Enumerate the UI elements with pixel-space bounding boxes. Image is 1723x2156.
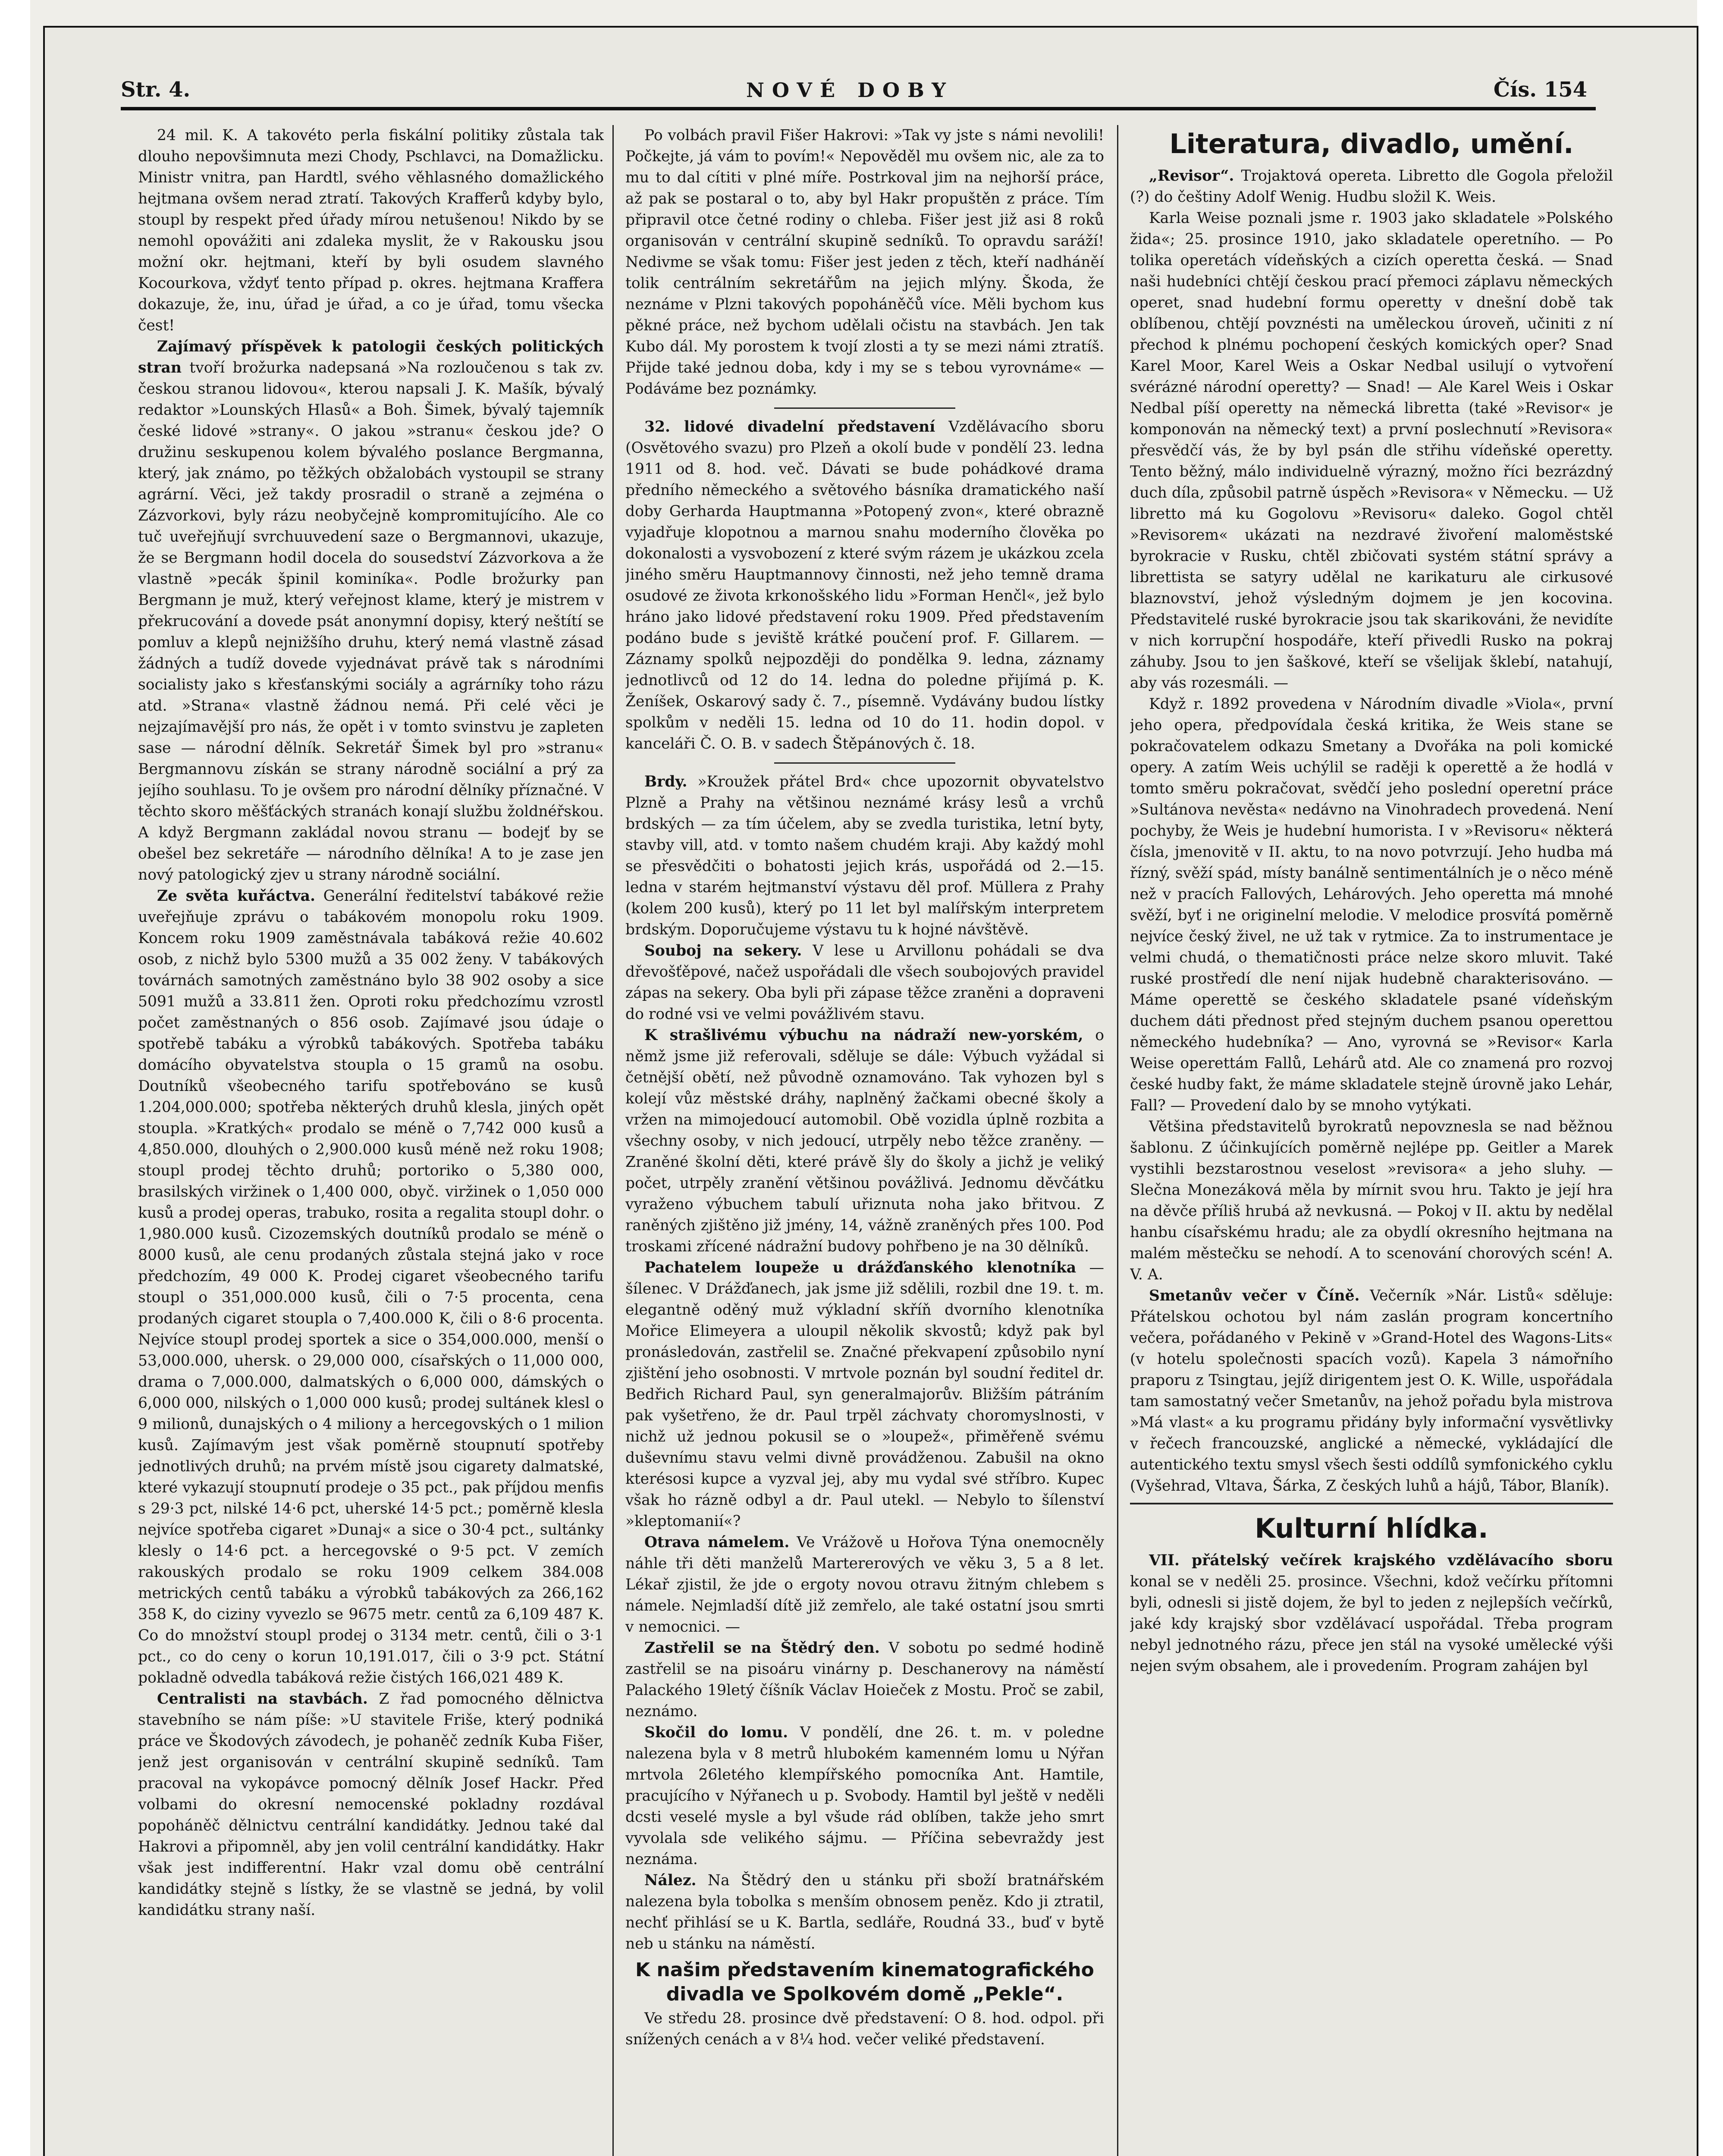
article-paragraph [625,1722,1104,1870]
article-headline: Otrava námelem. [644,1534,790,1551]
article-paragraph: Po volbách pravil Fišer Hakrovi: »Tak vy jste s námi nevolili! Počkejte, já vám to povím!« Nepověděl mu ovšem nic, ale za to mu to dal cítiti v plné míře. Postrkoval jim na nejhorší práce, až pak se postaral o to, aby byl Hakr propuštěn z práce. Tím připravil otce četné rodiny o chleba. Fišer jest již asi 8 roků organisován v centrální skupině sedníků. To opravdu saráží! Nedivme se však tomu: Fišer jest jeden z těch, kteří nadháněí tolik centrálním sekretářům na jejich mlýny. Škoda, že neznáme v Plzni takových popoháněčů více. Měli bychom kus pěkné práce, než bychom udělali očistu na stavbách. Jen tak Kubo dál. My porostem k tvojí zlosti a ty se mezi námi ztratíš. Přijde také jednou doba, kdy i my se s tebou vyrovnáme« — Podáváme bez poznámky. [625,127,1104,398]
article-headline: Centralisti na stavbách. [157,1690,368,1708]
article-body: Na Štědrý den u stánku při sboží bratnářském nalezena byla tobolka s menším obnosem peněz. Kdo ji ztratil, nechť přihlásí se u K. Bartla, sedláře, Roudná 33., buď v bytě neb u stánku na náměstí. [625,1872,1104,1952]
article-body: Trojaktová opereta. Libretto dle Gogola přeložil (?) do češtiny Adolf Wenig. Hudbu složil K. Weis. [1130,167,1613,206]
article-paragraph: Ve středu 28. prosince dvě představení: O 8. hod. odpol. při snížených cenách a v 8¼ hod. večer veliké představení. [625,2010,1104,2048]
section-heading-culture: Kulturní hlídka. [1255,1513,1488,1544]
article-headline: Brdy. [644,773,687,790]
article-headline: „Revisor“. [1149,167,1234,185]
article-body: Z řad pomocného dělnictva stavebního se nám píše: »U stavitele Friše, který podniká práce ve Škodových závodech, je pohaněč zedník Kuba Fišer, jenž jest organisován v centrální skupině sedníků. Tam pracoval na vykopávce pomocný dělník Josef Hackr. Před volbami do okresní nemocenské pokladny rozdával popoháněč dělnictvu centrální kandidátky. Jednou také dal Hakrovi a připomněl, aby jen volil centrální kandidátky. Hakr však jest indifferentní. Hakr vzal domu obě centrální kandidátky stejně s lístky, že se vlastně se jedná, by volil kandidátku strany naší. [138,1690,604,1919]
section-separator [1130,1503,1613,1504]
cinema-announcement-headline: K našim představením kinematografického divadla ve Spolkovém domě „Pekle“. [635,1959,1094,2005]
article-body: »Kroužek přátel Brd« chce upozornit obyvatelstvo Plzně a Prahy na většinou neznámé krásy lesů a vrchů brdských — za tím účelem, aby se zvedla turistika, letní byty, stavby vill, atd. v tomto našem chudém kraji. Aby každý mohl se přesvědčiti o bohatosti jejich krás, uspořádá od 2.—15. ledna v starém hejtmanství výstavu děl prof. Müllera z Prahy (kolem 200 kusů), který po 11 let byl malířským interpretem brdským. Doporučujeme výstavu tu k hojné návštěvě. [625,773,1104,938]
article-headline: Zastřelil se na Štědrý den. [644,1639,880,1657]
column-1 [138,125,604,2156]
article-body: Generální ředitelství tabákové režie uveřejňuje zprávu o tabákovém monopolu roku 1909. Koncem roku 1909 zaměstnávala tabáková režie 40.602 osob, z nichž bylo 5300 mužů a 35 002 ženy. V tabákových továrnách samotných zaměstnáno bylo 38 902 osoby a sice 5091 mužů a 33.811 žen. Oproti roku předchozímu vzrostl počet zaměstnaných o 856 osob. Zajímavé jsou údaje o spotřebě tabáku a výrobků tabákových. Spotřeba tabáku domácího obyvatelstva stoupla o 15 gramů na osobu. Doutníků všeobecného tarifu spotřebováno se kusů 1.204,000.000; spotřeba některých druhů klesla, jiných opět stoupla. »Kratkých« prodalo se méně o 7,742 000 kusů a 4,850.000, dlouhých o 2,900.000 kusů méně než roku 1908; stoupl prodej těchto druhů; portoriko o 5,380 000, brasilských viržinek o 1,400 000, obyč. viržinek o 1,050 000 kusů a prodej operas, trabuko, rosita a regalita stoupl dohr. o 1,980.000 kusů. Cizozemských doutníků prodalo se méně o 8000 kusů, ale cenu prodaných zůstala stejná jako v roce předchozím, 49 000 K. Prodej cigaret všeobecného tarifu stoupl o 351,000.000 kusů, čili o 7·5 procenta, cena prodaných cigaret stoupla o 7,400.000 K, čili o 8·6 procenta. Nejvíce stoupl prodej sportek a sice o 354,000.000, menší o 53,000.000, uhersk. o 29,000 000, císařských o 11,000 000, drama o 7,000.000, dalmatských o 6,000 000, dámských o 6,000 000, nilských o 1,000 000 kusů; prodej sultánek klesl o 9 milionů, dunajských o 4 miliony a hercegovských o 1 milion kusů. Zajímavým jest však poměrně stoupnutí spotřeby jednotlivých druhů; na prvém místě jsou cigarety dalmatské, které vykazují stoupnutí prodeje o 35 pct., pak příjdou menfis s 29·3 pct, nilské 14·6 pct, uherské 14·5 pct.; poměrně klesla nejvíce spotřeba cigaret »Dunaj« a sice o 30·4 pct., sultánky klesly o 14·6 pct. a hercegovské o 9·5 pct. V zemích rakouských prodalo se roku 1909 celkem 384.008 metrických centů tabáku a výrobků tabákových za 266,162 358 K, do ciziny vyvezlo se 9675 metr. centů za 6,109 487 K. Co do množství stoupl prodej o 3134 metr. centů, čili o 3·1 pct., co do ceny o korun 10,191.017, čili o 3·9 pct. Státní pokladně odvedla tabáková režie čistých 166,021 489 K. [138,887,604,1686]
article-headline: Ze světa kuřáctva. [157,887,315,905]
column-2 [625,125,1104,2156]
article-paragraph [625,1638,1104,1722]
article-paragraph: Když r. 1892 provedena v Národním divadle »Viola«, první jeho opera, předpovídala česká kritika, že Weis stane se pokračovatelem odkazu Smetany a Dvořáka na poli komické opery. A zatím Weis uchýlil se raději k operettě a že hodlá v tomto směru pokračovat, svědčí jeho poslední operetní práce »Sultánova nevěsta« nedávno na Vinohradech provedená. Není pochyby, že Weis je hudební humorista. I v »Revisoru« některá čísla, jmenovitě v II. aktu, to na novo potvrzují. Jeho hudba má řízný, svěží spád, místy banálně sentimentálních je o něco méně než v pracích Fallových, Lehárových. Jeho operetta má mnohé svěží, byť i ne originelní melodie. V melodice prosvítá poměrně nejvíce český živel, ne už tak v rytmice. Za to instrumentace je velmi chudá, o thematičnosti práce nelze skoro mluvit. Také ruské prostředí dle není nijak hudebně charakterisováno. — Máme operettě se českého skladatele psané vídeňským duchem dáti přednost před stejným duchem psanou operettou německého hudebníka? — Ano, vyrovná se »Revisor« Karla Weise operettám Fallů, Lehárů atd. Ale co znamená pro rozvoj české hudby fakt, že máme skladatele stejně úrovně jako Lehár, Fall? — Provedení dalo by se mnoho vytýkati. [1130,696,1613,1114]
article-body: V sobotu po sedmé hodině zastřelil se na pisoáru vinárny p. Deschanerovy na náměstí Palackého 19letý číšník Václav Hoieček z Mostu. Proč se zabil, neznámo. [625,1639,1104,1720]
article-body: Ve Vrážově u Hořova Týna onemocněly náhle tři děti manželů Martererových ve věku 3, 5 a 8 let. Lékař zjistil, že jde o ergoty novou otravu žitným chlebem s námele. Nejmladší dítě již zemřelo, ale také ostatní jsou smrti v nemocnici. — [625,1534,1104,1636]
article-headline: Pachatelem loupeže u drážďanského klenotníka [644,1259,1076,1276]
article-body: tvoří brožurka nadepsaná »Na rozloučenou s tak zv. českou stranou lidovou«, kterou napsali J. K. Mašík, bývalý redaktor »Lounských Hlasů« a Boh. Šimek, bývalý tajemník české lidové »strany«. O jakou »stranu« českou jde? O družinu seskupenou kolem bývalého poslance Bergmanna, který, jak známo, po těžkých obžalobách vystoupil se strany agrární. Věci, jež takdy prosradil o straně a zejména o Zázvorkovi, byly rázu neobyčejně kompromitujícího. Ale co tuč uveřejňují svrchuuvedení saze o Bergmannovi, ukazuje, že se Bergmann hodil docela do sousedství Zázvorkova a že vlastně »pecák špinil kominíka«. Podle brožurky pan Bergmann je muž, který veřejnost klame, který je mistrem v překrucování a dovede psát anonymní dopisy, který neštítí se pomluv a klepů nejnižšího druhu, který nemá vlastně zásad žádných a tudíž dovede vyjednávat právě tak s národními socialisty jako s křesťanskými sociály a agrárníky toho rázu atd. »Strana« vlastně žádnou nemá. Při celé věci je nejzajímavější pro nás, že opět i v tomto svinstvu je zapleten sase — národní dělník. Sekretář Šimek byl pro »stranu« Bergmannovu získán se strany národně sociální a prý za jejího souhlasu. To je ovšem pro národní dělníky příznačné. V těchto skoro měšťáckých stranách konají službu žoldnéřskou. A když Bergmann zakládal novou stranu — bodejť by se obešel bez sekretáře — národního dělníka! A to je zase jen nový patologický zjev u strany národně sociální. [138,359,604,884]
article-headline: 32. lidové divadelní představení [644,418,935,436]
article-paragraph [625,1257,1104,1532]
article-paragraph [138,336,604,886]
article-paragraph [625,1025,1104,1257]
article-body: V lese u Arvillonu pohádali se dva dřevošťěpové, načež uspořádali dle všech soubojových pravidel zápas na sekery. Oba byli při zápase těžce zraněni a dopraveni do rodné vsi ve velmi povážlivém stavu. [625,942,1104,1023]
article-body: — šílenec. V Drážďanech, jak jsme již sdělili, rozbil dne 19. t. m. elegantně oděný muž výkladní skříň dvorního klenotníka Mořice Elimeyera a uloupil několik skvostů; když pak byl pronásledován, zastřelil se. Značné překvapení způsobilo nyní zjištění jeho osobnosti. V mrtvole poznán byl soudní ředitel dr. Bedřich Richard Paul, syn generalmajorův. Bližším pátráním pak vyšetřeno, že dr. Paul trpěl záchvaty choromyslnosti, v nichž už jednou pokusil se o »loupež«, přiměřeně svému duševnímu stavu velmi divně provádženou. Zabušil na okno kterésosi kupce a vyzval jej, aby mu vydal své stříbro. Kupec však ho rázně odbyl a dr. Paul utekl. — Nebylo to šílenství »kleptomanií«? [625,1259,1104,1530]
article-headline: VII. přátelský večírek krajského vzdělávacího sboru [1149,1552,1613,1569]
article-body: V pondělí, dne 26. t. m. v poledne nalezena byla v 8 metrů hlubokém kamenném lomu u Nýřan mrtvola 26letého klempířského pomocníka Ant. Hamtile, pracujícího v Nýřanech u p. Svobody. Hamtil byl ještě v neděli dcsti veselé mysle a byl všude rád oblíben, takže jeho smrt vyvolala sde velikého sájmu. — Příčina sebevraždy jest neznáma. [625,1724,1104,1868]
article-separator [774,762,955,764]
article-paragraph: 24 mil. K. A takovéto perla fiskální politiky zůstala tak dlouho nepovšimnuta mezi Chody, Pschlavci, na Domažlicku. Ministr vnitra, pan Hardtl, svého věhlasného domažlického hejtmana ovšem nerad ztratí. Takových Krafferů kdyby bylo, stoupl by respekt před úřady mírou netušenou! Nikdo by se nemohl opovážiti ani zdaleka myslit, že v Rakousku jsou možní okr. hejtmani, kteří by byli osudem slavného Kocourkova, vždyť tento případ p. okres. hejtmana Kraffera dokazuje, že, inu, úřad je úřad, a co je úřad, tomu všecka čest! [138,127,604,334]
article-paragraph [138,886,604,1689]
article-paragraph [625,1532,1104,1638]
article-paragraph [625,771,1104,940]
article-paragraph [625,1870,1104,1955]
article-headline: K strašlivému výbuchu na nádraží new-yorském, [644,1027,1083,1044]
article-separator [774,407,955,409]
article-headline: Souboj na sekery. [644,942,802,959]
article-body: Vzdělávacího sboru (Osvětového svazu) pro Plzeň a okolí bude v pondělí 23. ledna 1911 od 8. hod. več. Dávati se bude pohádkové drama předního německého a světového básníka dramatického naší doby Gerharda Hauptmanna »Potopený zvon«, které obrazně vyjadřuje klopotnou a marnou snahu moderního člověka po dokonalosti a vysvobození z které svým rázem je ukázkou zcela jiného směru Hauptmannovy činnosti, než jeho temně drama osudové ze života krkonošského lidu »Forman Henčl«, jež bylo hráno jako lidové představení roku 1909. Před představením podáno bude s jeviště krátké poučení prof. F. Gillarem. — Záznamy spolků nejpozději do pondělka 9. ledna, záznamy jednotlivců od 12 do 14. ledna do poledne přijímá p. K. Ženíšek, Oskarový sady č. 7., písemně. Vydávány budou lístky spolkům v neděli 15. ledna od 10 do 11. hodin dopol. v kanceláři Č. O. B. v sadech Štěpánových č. 18. [625,418,1104,752]
column-3 [1130,125,1613,2156]
article-paragraph [1130,166,1613,208]
article-paragraph: Karla Weise poznali jsme r. 1903 jako skladatele »Polského žida«; 25. prosince 1910, jako skladatele operetního. — Po tolika operetách vídeňských a cizích operetta česká. — Snad naši hudebníci chtějí českou prací přemoci záplavu německých operet, snad hudební formu operetty v dnešní době tak oblíbenou, chtějí povznésti na uměleckou úroveň, učiniti z ní přechod k plnému pochopení českých komických oper? Snad Karel Moor, Karel Weis a Oskar Nedbal usilují o vytvoření svérázné národní operetty? — Snad! — Ale Karel Weis i Oskar Nedbal píší operetty na německá libretta (také »Revisor« je komponován na německý text) a první poslechnutí »Revisora« přesvědčí vás, že by byl psán dle střihu vídeňské operetty. Tento běžný, málo individuelně výrazný, možno říci bezrázdný duch díla, způsobil patrně úspěch »Revisora« v Německu. — Už libretto má ku Gogolovu »Revisoru« daleko. Gogol chtěl »Revisorem« ukázati na nezdravé živoření maloměstské byrokracie v Rusku, chtěl zbičovati systém státní správy a librettista se satyry udělal ne karikaturu ale cirkusové blaznovství, jehož výsledným dojmem je jen kocovina. Představitelé ruské byrokracie jsou tak skarikováni, že nevidíte v nich korrupční hospodáře, kteří přivedli Rusko na pokraj záhuby. Jsou to jen šaškové, kteří se všelijak šklebí, natahují, aby vás rozesmáli. — [1130,210,1613,692]
column-divider [612,125,614,2156]
article-paragraph [1130,1285,1613,1497]
issue-number: Čís. 154 [1493,78,1587,102]
scan-margin-left [0,0,30,2156]
article-paragraph: Většina představitelů byrokratů nepovznesla se nad běžnou šablonu. Z účinkujících poměrně nejlépe pp. Geitler a Marek vystihli bezstarostnou veselost »revisora« a jeho sluhy. — Slečna Monezáková měla by mírnit svou hru. Takto je její hra na děvče příliš hrubá až nevkusná. — Pokoj v II. aktu by nedělal hanbu císařskému hradu; ale za obydlí okresního hejtmana na malém městečku se nehodí. A to scenování chorových scén! A. V. A. [1130,1118,1613,1283]
article-body: o němž jsme již referovali, sděluje se dále: Výbuch vyžádal si četnější obětí, než původně oznamováno. Tak vyhozen byl s kolejí vůz městské dráhy, naplněný žačkami obecné školy a vržen na mimojedoucí automobil. Obě vozidla úplně rozbita a všechny osoby, v nich jedoucí, utrpěly nebo těžce zraněny. — Zraněné školní děti, které právě šly do školy a jichž je veliký počet, utrpěly zranění většinou povážlivá. Jednomu děvčátku vyraženo výbuchem tabulí uřiznuta noha jako břitvou. Z raněných zjištěno již jmény, 14, vážně zraněných přes 100. Pod troskami zřícené nádražní budovy pohřbeno je na 30 dělníků. [625,1027,1104,1255]
page-number: Str. 4. [121,78,191,102]
article-headline: Skočil do lomu. [644,1724,788,1741]
article-headline: Zajímavý příspěvek k patologii českých politických stran [138,338,604,376]
article-paragraph [138,1689,604,1921]
article-headline: Nález. [644,1872,697,1889]
header-rule [121,107,1596,110]
section-heading-literature: Literatura, divadlo, umění. [1169,128,1574,160]
article-paragraph [625,940,1104,1025]
article-body: konal se v neděli 25. prosince. Všechni, kdož večírku přítomni byli, odnesli si jistě dojem, že byl to jeden z nejlepších večírků, jaké kdy krajský sbor vzdělávací uspořádal. Třeba program nebyl jednotného rázu, přece jen stál na vysoké umělecké výši nejen svým obsahem, ale i provedením. Program zahájen byl [1130,1573,1613,1675]
article-paragraph [625,417,1104,755]
article-body: Večerník »Nár. Listů« sděluje: Přátelskou ochotou byl nám zaslán program koncertního večera, pořádaného v Pekině v »Grand-Hotel des Wagons-Lits« (v hotelu společnosti spacích vozů). Kapela 3 námořního praporu z Tsingtau, jejíž dirigentem jest O. K. Wille, uspořádala tam samostatný večer Smetanův, na jehož pořadu byla mistrova »Má vlast« a ku programu přidány byly informační vysvětlivky v řečech francouzské, anglické a německé, vykládající dle autentického textu smysl všech šesti oddílů symfonického cyklu (Vyšehrad, Vltava, Šárka, Z českých luhů a hájů, Tábor, Blaník). [1130,1287,1613,1495]
article-paragraph [1130,1550,1613,1677]
masthead-title: NOVÉ DOBY [746,78,954,102]
column-divider [1117,125,1118,2156]
article-headline: Smetanův večer v Číně. [1149,1287,1360,1304]
scan-margin-right [1697,0,1723,2156]
